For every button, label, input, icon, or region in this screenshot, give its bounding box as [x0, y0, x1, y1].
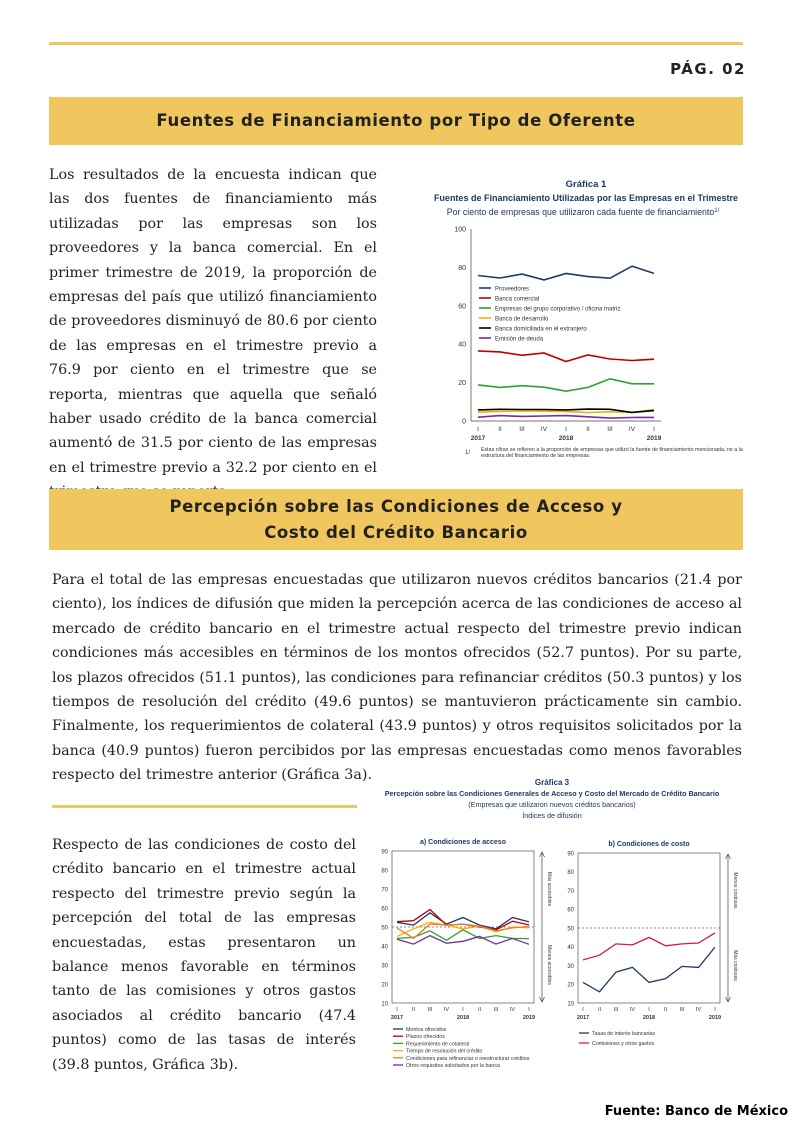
x-tick-label: II — [663, 1007, 668, 1013]
chart-axes — [471, 229, 661, 421]
x-tick-label: I — [565, 426, 567, 433]
chart-subtitle — [447, 207, 720, 217]
legend-label: Tiempo de resolución del crédito — [406, 1048, 483, 1055]
y-tick-label: 100 — [454, 226, 466, 234]
x-tick-label: II — [498, 426, 502, 433]
y-tick-label: 50 — [567, 926, 574, 933]
annotation-top: Más accesibles — [546, 871, 552, 907]
y-tick-label: 80 — [458, 264, 466, 272]
legend-label: Tasas de interés bancarias — [592, 1031, 656, 1037]
series-line-empresas-del-grupo-corporativo-oficina-matriz — [478, 379, 654, 391]
section-title-line-2: Costo del Crédito Bancario — [264, 522, 528, 542]
section-banner-financing — [49, 97, 743, 145]
x-tick-label: I — [396, 1007, 398, 1013]
y-tick-label: 60 — [381, 906, 388, 913]
chart-grafica-3 — [364, 775, 742, 1087]
x-tick-label: III — [427, 1007, 433, 1013]
source-credit: Fuente: Banco de México — [604, 1104, 788, 1119]
y-tick-label: 0 — [462, 418, 466, 426]
y-tick-label: 60 — [458, 303, 466, 311]
y-tick-label: 40 — [381, 944, 388, 951]
chart-grafica-1 — [393, 168, 743, 478]
annotation-top: Menos costosas — [732, 872, 738, 909]
x-tick-label: IV — [509, 1007, 516, 1013]
panel-title: a) Condiciones de acceso — [420, 839, 506, 846]
legend-label: Empresas del grupo corporativo / oficina matriz — [495, 306, 621, 313]
y-tick-label: 40 — [567, 945, 574, 952]
y-tick-label: 60 — [567, 907, 574, 914]
x-tick-label: I — [528, 1007, 530, 1013]
y-tick-label: 80 — [567, 870, 574, 877]
x-tick-label: I — [648, 1007, 650, 1013]
legend-label: Emisión de deuda — [495, 336, 544, 343]
series-line-comisiones-y-otros-gastos — [583, 933, 715, 960]
x-tick-label: III — [679, 1007, 685, 1013]
section-title-line-1: Percepción sobre las Condiciones de Acceso y — [169, 496, 623, 516]
chart-label: Gráfica 3 — [534, 778, 570, 787]
x-tick-label: III — [613, 1007, 619, 1013]
y-tick-label: 90 — [567, 851, 574, 858]
series-line-montos-ofrecidos — [397, 913, 529, 929]
legend-label: Proveedores — [495, 286, 530, 293]
footnote-wrap — [481, 447, 743, 467]
top-rule — [49, 42, 743, 45]
divider-rule — [52, 805, 357, 808]
chart-panel-access — [381, 839, 552, 1069]
annotation-bottom: Más costosas — [732, 950, 738, 981]
chart-label: Gráfica 1 — [565, 179, 607, 190]
panel-title: b) Condiciones de costo — [608, 841, 690, 848]
x-tick-label: I — [477, 426, 479, 433]
x-year-label: 2019 — [708, 1015, 722, 1021]
chart-subtitle-text: Por ciento de empresas que utilizaron cada fuente de financiamiento — [446, 207, 715, 217]
series-line-banca-comercial — [478, 351, 654, 362]
y-tick-label: 10 — [567, 1001, 574, 1008]
y-tick-label: 50 — [381, 925, 388, 932]
x-year-label: 2019 — [522, 1015, 536, 1021]
body-paragraph: Respecto de las condiciones de costo del crédito bancario en el trimestre actual respecto del trimestre previo según la percepción del total de las empresas encuestadas, estas presentaron un balance menos favorable en términos tanto de las comisiones y otros gastos asociados al crédito bancario (47.4 puntos) como de las tasas de interés (39.8 puntos, Gráfica 3b). — [52, 837, 356, 1073]
y-tick-label: 80 — [381, 868, 388, 875]
legend-label: Requerimiento de colateral — [406, 1041, 470, 1048]
chart-footnote: Estas cifras se refieren a la proporción de empresas que utilizó la fuente de financiamiento mencionada, no a la estructura del financiamiento de las empresas. — [481, 447, 743, 460]
legend-label: Montos ofrecidos — [406, 1027, 447, 1033]
y-tick-label: 10 — [381, 1001, 388, 1008]
x-year-label: 2019 — [646, 435, 662, 442]
legend-label: Comisiones y otros gastos — [592, 1041, 655, 1047]
page-number: PÁG. 02 — [670, 60, 746, 78]
x-tick-label: I — [582, 1007, 584, 1013]
y-tick-label: 90 — [381, 849, 388, 856]
series-line-tasas-de-interes-bancarias — [583, 947, 715, 992]
x-tick-label: IV — [540, 426, 548, 433]
x-tick-label: I — [462, 1007, 464, 1013]
x-year-label: 2017 — [470, 435, 486, 442]
x-tick-label: I — [653, 426, 655, 433]
annotation-bottom: Menos accesibles — [546, 945, 552, 985]
series-line-condiciones-para-refinanciar-o-reestructurar-creditos — [397, 924, 529, 938]
y-tick-label: 70 — [567, 888, 574, 895]
body-paragraph: Los resultados de la encuesta indican que las dos fuentes de financiamiento más utilizadas por las empresas son los proveedores y la banca comercial. En el primer trimestre de 2019, la proporción de empresas del país que utilizó financiamiento de proveedores disminuyó de 80.6 por ciento de las empresas en el trimestre previo a 76.9 por ciento en el trimestre que se reporta, mientras que aquella que señaló haber usado crédito de la banca comercial aumentó de 31.5 por ciento de las empresas en el trimestre previo a 32.2 por ciento en el — [49, 167, 377, 476]
chart-title: Fuentes de Financiamiento Utilizadas por las Empresas en el Trimestre — [433, 193, 739, 203]
chart-legend — [479, 286, 620, 342]
footnote-mark: 1/ — [465, 450, 471, 456]
chart-subtitle: (Empresas que utilizaron nuevos créditos bancarios) — [468, 800, 636, 809]
x-tick-label: IV — [629, 1007, 636, 1013]
x-tick-label: II — [597, 1007, 602, 1013]
x-year-label: 2018 — [642, 1015, 656, 1021]
x-tick-label: II — [411, 1007, 416, 1013]
x-tick-label: III — [519, 426, 525, 433]
x-year-label: 2017 — [576, 1015, 590, 1021]
y-tick-label: 20 — [567, 982, 574, 989]
x-tick-label: IV — [695, 1007, 702, 1013]
x-year-label: 2017 — [390, 1015, 404, 1021]
y-tick-label: 70 — [381, 887, 388, 894]
y-tick-label: 30 — [567, 963, 574, 970]
y-tick-label: 20 — [458, 380, 466, 388]
x-tick-label: IV — [628, 426, 636, 433]
x-tick-label: I — [714, 1007, 716, 1013]
legend-label: Condiciones para refinanciar o reestructurar créditos — [406, 1055, 530, 1062]
x-year-label: 2018 — [456, 1015, 470, 1021]
x-tick-label: II — [586, 426, 590, 433]
legend-label: Banca domiciliada en el extranjero — [495, 326, 587, 333]
series-line-otros-requisitos-solicitados-por-la-banca — [397, 936, 529, 945]
x-tick-label: II — [477, 1007, 482, 1013]
legend-label: Banca de desarrollo — [495, 316, 549, 323]
legend-label: Banca comercial — [495, 296, 540, 303]
legend-label: Otros requisitos solicitados por la banca — [406, 1063, 500, 1069]
x-tick-label: III — [607, 426, 613, 433]
x-tick-label: IV — [443, 1007, 450, 1013]
section-title: Fuentes de Financiamiento por Tipo de Oferente — [156, 111, 636, 130]
legend-label: Plazos ofrecidos — [406, 1034, 445, 1041]
x-tick-label: III — [493, 1007, 499, 1013]
series-line-emision-de-deuda — [478, 416, 654, 419]
y-tick-label: 40 — [458, 341, 466, 349]
chart-subtitle-note: 1/ — [714, 208, 720, 214]
section-banner-credit — [49, 489, 743, 550]
chart-title: Percepción sobre las Condiciones Generales de Acceso y Costo del Mercado de Crédito Bancario — [384, 789, 720, 798]
series-line-proveedores — [478, 266, 654, 280]
chart-panel-cost — [567, 841, 738, 1047]
x-year-label: 2018 — [558, 435, 574, 442]
chart-subtitle-2: Índices de difusión — [522, 811, 582, 820]
y-tick-label: 20 — [381, 982, 388, 989]
body-paragraph: Para el total de las empresas encuestadas que utilizaron nuevos créditos bancarios (21.4 por ciento), los índices de difusión que miden la percepción acerca de las condiciones de acceso al mercado de crédito bancario en el trimestre actual respecto del trimestre previo indican condiciones más accesibles en términos de los montos ofrecidos (52.7 puntos). Por su parte, los plazos ofrecidos (51.1 puntos), las condiciones para refinanciar créditos (50.3 puntos) y los tiempos de resolución del crédito (49.6 puntos) se mantuvieron prácticamente sin cambio. Finalmente, los requerimientos de colateral (43.9 puntos) y otros requisitos solicitados por la banca (40.9 puntos) fueron percibidos por las empresas encuestadas como menos favorables respecto del trimestre anterior (Gráfica 3a). — [52, 572, 742, 784]
y-tick-label: 30 — [381, 963, 388, 970]
